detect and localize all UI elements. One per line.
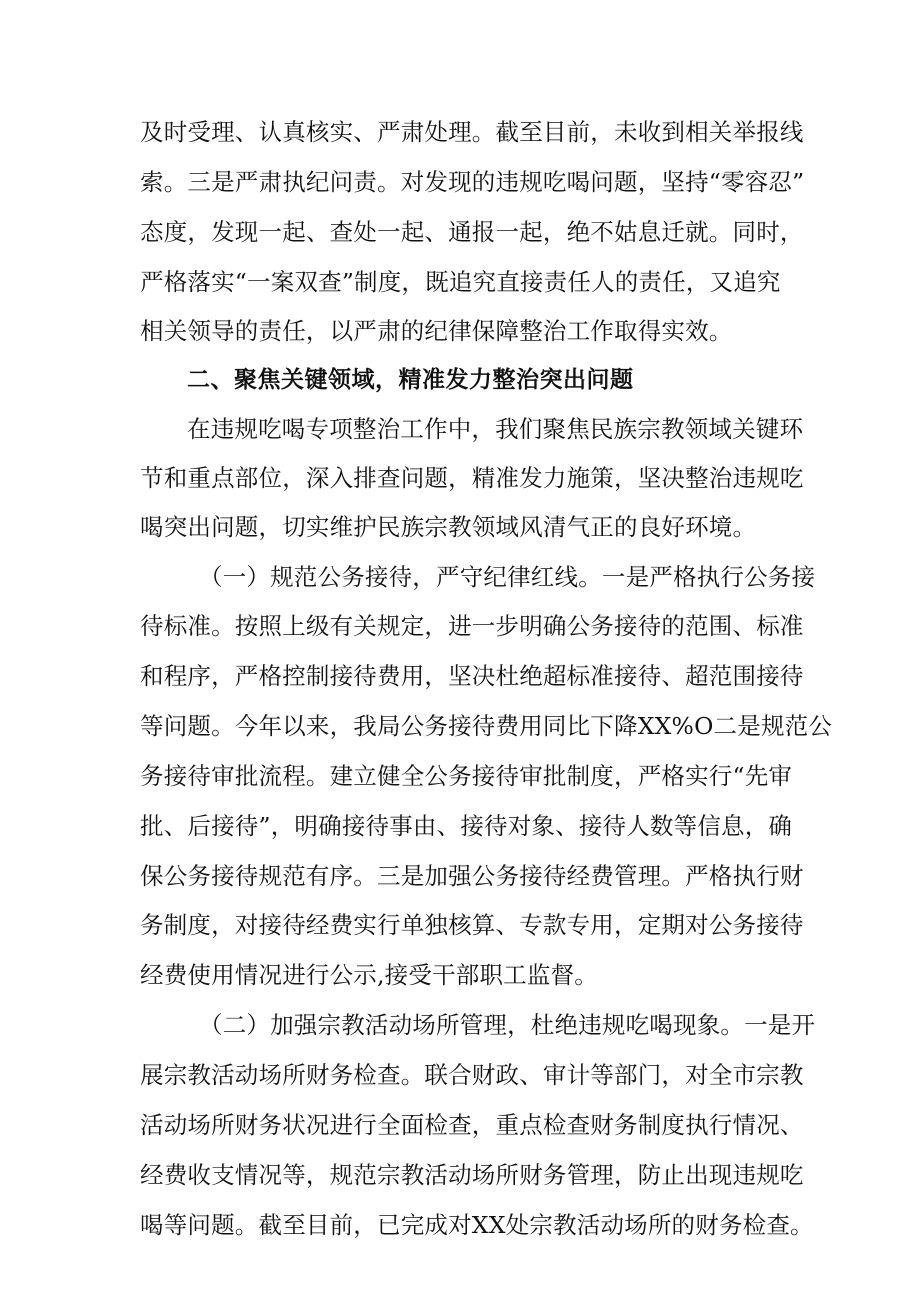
paragraph-line: 经费使用情况进行公示,接受干部职工监督。 [140, 961, 598, 989]
section-heading: 二、聚焦关键领域，精准发力整治突出问题 [187, 367, 634, 393]
paragraph-line: 喝等问题。截至目前，已完成对XX处宗教活动场所的财务检查。 [140, 1211, 814, 1239]
paragraph-line: 严格落实“一案双查”制度，既追究直接责任人的责任，又追究 [140, 268, 781, 296]
paragraph-line: 节和重点部位，深入排查问题，精准发力施策，坚决整治违规吃 [140, 464, 804, 492]
paragraph-line: 在违规吃喝专项整治工作中，我们聚焦民族宗教领域关键环 [187, 415, 804, 443]
paragraph-line: 经费收支情况等，规范宗教活动场所财务管理，防止出现违规吃 [140, 1161, 804, 1189]
paragraph-line: 务制度，对接待经费实行单独核算、专款专用，定期对公务接待 [140, 911, 804, 939]
paragraph-line: 索。三是严肃执纪问责。对发现的违规吃喝问题，坚持“零容忍” [140, 168, 805, 196]
paragraph-line: 保公务接待规范有序。三是加强公务接待经费管理。严格执行财 [140, 862, 804, 890]
subsection-heading-line: （一）规范公务接待，严守纪律红线。一是严格执行公务接 [199, 563, 816, 591]
paragraph-line: 活动场所财务状况进行全面检查，重点检查财务制度执行情况、 [140, 1111, 804, 1139]
paragraph-line: 和程序，严格控制接待费用，坚决杜绝超标准接待、超范围接待 [140, 662, 804, 690]
paragraph-line: 待标准。按照上级有关规定，进一步明确公务接待的范围、标准 [140, 612, 804, 640]
paragraph-line: 相关领导的责任，以严肃的纪律保障整治工作取得实效。 [140, 317, 733, 345]
subsection-heading-line: （二）加强宗教活动场所管理，杜绝违规吃喝现象。一是开 [199, 1011, 816, 1039]
paragraph-line: 喝突出问题，切实维护民族宗教领域风清气正的良好环境。 [140, 513, 757, 541]
paragraph-line: 批、后接待”，明确接待事由、接待对象、接待人数等信息，确 [140, 812, 793, 840]
paragraph-line: 务接待审批流程。建立健全公务接待审批制度，严格实行“先审 [140, 762, 793, 790]
paragraph-line: 态度，发现一起、查处一起、通报一起，绝不姑息迁就。同时， [140, 218, 804, 246]
paragraph-line: 展宗教活动场所财务检查。联合财政、审计等部门，对全市宗教 [140, 1061, 804, 1089]
paragraph-line: 及时受理、认真核实、严肃处理。截至目前，未收到相关举报线 [140, 118, 804, 146]
paragraph-line: 等问题。今年以来，我局公务接待费用同比下降XX%O二是规范公 [140, 712, 833, 740]
